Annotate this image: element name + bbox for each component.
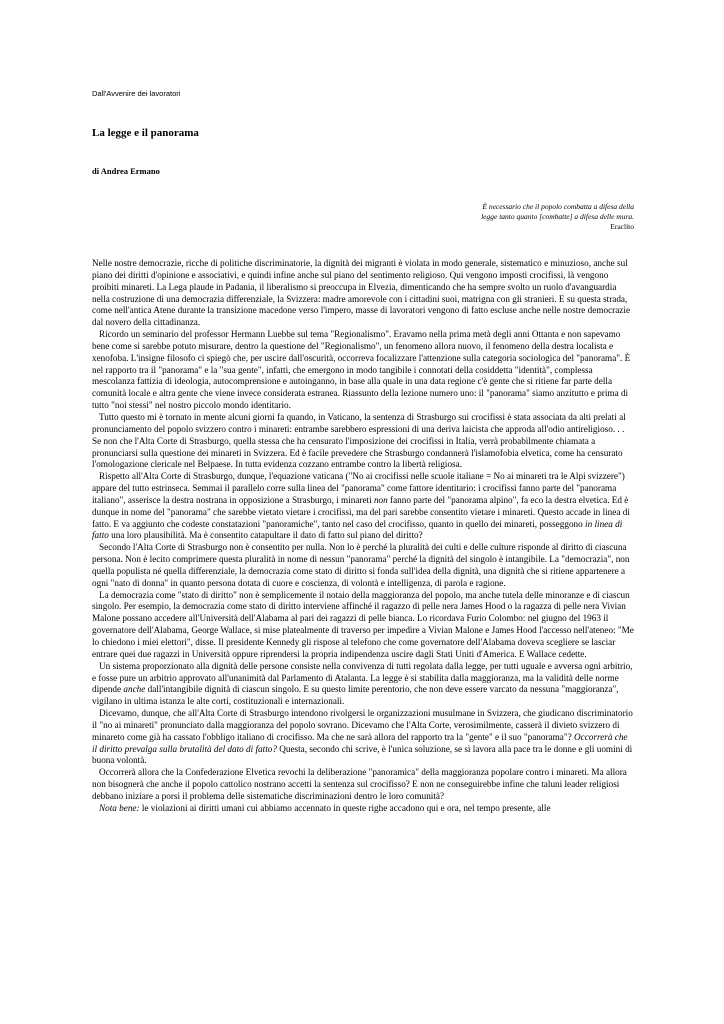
nota-bene-label: Nota bene: — [99, 802, 140, 813]
source-line: Dall'Avvenire dei lavoratori — [92, 89, 181, 98]
paragraph: Secondo l'Alta Corte di Strasburgo non è consentito per nulla. Non lo è perché la pluralità dei culti e delle culture risponde al diritto di ciascuna persona. Non è lecito comprimere questa pluralità in nome di nessun "panorama" perché la dignità del singolo è intangibile. La "democrazia", non quella populista né quella differenziale, la democrazia come stato di diritto si fonda sull'idea della dignità, una dignità che si ritiene appartenere a ogni "nato di donna" in quanto persona dotata di cuore e coscienza, di volontà e intelligenza, di parola e ragione. — [92, 542, 630, 588]
article-body — [92, 258, 634, 815]
paragraph: La democrazia come "stato di diritto" non è semplicemente il notaio della maggioranza del popolo, ma anche tutela delle minoranze e di ciascun singolo. Per esempio, la democrazia come stato di diritto interviene affinché il ragazzo di pelle nera James Hood o la ragazza di pelle nera Vivian Malone possano accedere all'Università dell'Alabama al pari dei ragazzi di pelle bianca. Lo ricordava Furio Colombo: nel giugno del 1963 il governatore dell'Alabama, George Wallace, si mise platealmente di traverso per impedire a Vivian Malone e James Hood l'accesso nell'ateneo: "Me lo chiedono i miei elettori", disse. Il presidente Kennedy gli rispose al telefono che come governatore dell'Alabama doveva scegliere se lasciar entrare quei due ragazzi in Università oppure riprendersi la propria indipendenza uscire dagli Stati Uniti d'America. E Wallace cedette. — [92, 589, 634, 659]
paragraph: Tutto questo mi è tornato in mente alcuni giorni fa quando, in Vaticano, la sentenza di Strasburgo sui crocifissi è stata associata da alti prelati al pronunciamento del popolo svizzero contro i minareti: entrambe sarebbero espressioni di una deriva laicista che approda all'odio antireligioso. . . Se non che l'Alta Corte di Strasburgo, quella stessa che ha censurato l'imposizione dei crocifissi in Italia, verrà probabilmente chiamata a pronunciarsi sulla questione dei minareti in Svizzera. Ed è facile prevedere che Strasburgo condannerà l'islamofobia elvetica, come ha censurato l'omologazione clericale nel Belpaese. In tutta evidenza cozzano entrambe contro la libertà religiosa. — [92, 411, 626, 470]
paragraph: Rispetto all'Alta Corte di Strasburgo, dunque, l'equazione vaticana ("No ai crocifissi nelle scuole italiane = No ai minareti tra le Alpi svizzere") appare del tutto estrinseca. Semmai il parallelo corre sulla linea del "panorama" come fattore identitario: i crocifissi fanno parte del "panorama italiano", asserisce la destra nostrana in opposizione a Strasburgo, i minareti non fanno parte del "panorama alpino", fa eco la destra elvetica. Ed è dunque in nome del "panorama" che sarebbe vietato vietare i crocifissi, ma del pari sarebbe consentito vietare i minareti. Questo accade in linea di fatto. E va aggiunto che codeste constatazioni "panoramiche", tanto nel caso del crocifisso, quanto in quello dei minareti, posseggono in linea di fatto una loro plausibilità. Ma è consentito catapultare il dato di fatto sul piano del diritto? — [92, 471, 630, 541]
article-author: di Andrea Ermano — [92, 166, 160, 176]
epigraph-line: È necessario che il popolo combatta a difesa della — [482, 202, 634, 211]
article-title: La legge e il panorama — [92, 127, 199, 139]
paragraph: Ricordo un seminario del professor Hermann Luebbe sul tema "Regionalismo". Eravamo nella prima metà degli anni Ottanta e non sapevamo bene come si sarebbe potuto misurare, dentro la questione del "Regionalismo", un fenomeno allora nuovo, il fenomeno della destra localista e xenofoba. L'insigne filosofo ci spiegò che, per uscire dall'oscurità, occorreva focalizzare l'attenzione sulla categoria sociologica del "panorama". È nel rapporto tra il "panorama" e la "sua gente", infatti, che emergono in modo tangibile i connotati della cosiddetta "identità", complessa mescolanza fattizia di ideologia, autocomprensione e autoinganno, in base alla quale in una data regione c'è gente che si ritiene far parte della comunità locale e altra gente che viene invece considerata estranea. Riassunto della lezione numero uno: il "panorama" siamo anzitutto e prima di tutto "noi stessi" nel nostro piccolo mondo identitario. — [92, 329, 631, 411]
paragraph: Dicevamo, dunque, che all'Alta Corte di Strasburgo intendono rivolgersi le organizzazioni musulmane in Svizzera, che giudicano discriminatorio il "no ai minareti" pronunciato dalla maggioranza del popolo sovrano. Dicevamo che l'Alta Corte, verosimilmente, casserà il divieto svizzero di minareto come già ha cassato l'obbligo italiano di crocifisso. Ma che ne sarà allora del rapporto tra la "gente" e il suo "panorama"? Occorrerà che il diritto prevalga sulla brutalità del dato di fatto? Questa, secondo chi scrive, è l'unica soluzione, se si lavora alla pace tra le donne e gli uomini di buona volontà. — [92, 708, 633, 766]
paragraph: Occorrerà allora che la Confederazione Elvetica revochi la deliberazione "panoramica" della maggioranza popolare contro i minareti. Ma allora non bisognerà che anche il popolo cattolico nostrano accetti la sentenza sul crocifisso? E non ne conseguirebbe infine che taluni leader religiosi debbano iniziare a porsi il problema delle sistematiche discriminazioni dentro le loro comunità? — [92, 767, 627, 801]
paragraph: Un sistema proporzionato alla dignità delle persone consiste nella convivenza di tutti regolata dalla legge, per tutti uguale e avversa ogni arbitrio, e fosse pure un arbitrio approvato all'unanimità dal Parlamento di Atalanta. La legge è si stabilita dalla maggioranza, ma la validità delle norme dipende anche dall'intangibile dignità di ciascun singolo. E su questo limite perentorio, che non deve essere varcato da nessuna "maggioranza", vigilano in ultima istanza le alte corti, costituzionali e internazionali. — [92, 660, 633, 707]
epigraph-attribution: Eraclito — [610, 222, 634, 231]
paragraph: Nelle nostre democrazie, ricche di politiche discriminatorie, la dignità dei migranti è violata in modo generale, sistematico e minuzioso, anche sul piano dei diritti d'opinione e associativi, e quindi infine anche sul piano del sentimento religioso. Qui vengono imposti crocifissi, là vengono proibiti minareti. La Lega plaude in Padania, il liberalismo si preoccupa in Elvezia, dimenticando che ha sempre svolto un ruolo d'avanguardia nella costruzione di una democrazia differenziale, la Svizzera: madre amorevole con i cittadini suoi, matrigna con gli stranieri. E su questa strada, come nell'antica Atene durante la transizione macedone verso l'impero, masse di lavoratori vengono di fatto escluse anche nelle nostre democrazie dal novero della cittadinanza. — [92, 258, 631, 328]
epigraph-line: legge tanto quanto [combatte] a difesa delle mura. — [481, 212, 634, 221]
epigraph — [481, 202, 634, 232]
paragraph: Nota bene: le violazioni ai diritti umani cui abbiamo accennato in queste righe accadono qui e ora, nel tempo presente, alle — [99, 802, 551, 813]
